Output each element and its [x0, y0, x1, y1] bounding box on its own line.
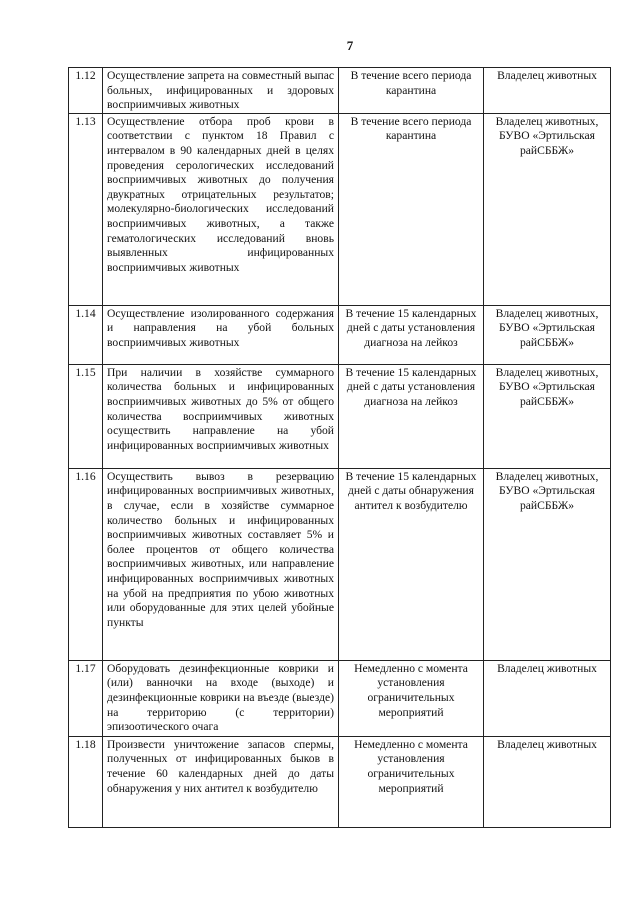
row-term: Немедленно с момента установления ограничительных мероприятий	[339, 736, 484, 827]
row-action: При наличии в хозяйстве суммарного количества больных и инфицированных восприимчивых животных до 5% от общего количества восприимчивых животных осуществить направление на убой инфицированных восприимчивых животных	[103, 364, 339, 468]
row-action: Произвести уничтожение запасов спермы, полученных от инфицированных быков в течение 60 календарных дней до даты обнаружения у них антител к возбудителю	[103, 736, 339, 827]
row-responsible: Владелец животных	[484, 736, 611, 827]
row-responsible: Владелец животных, БУВО «Эртильская райСББЖ»	[484, 468, 611, 660]
row-action: Осуществление запрета на совместный выпас больных, инфицированных и здоровых восприимчивых животных	[103, 68, 339, 114]
row-responsible: Владелец животных, БУВО «Эртильская райСББЖ»	[484, 305, 611, 364]
row-number: 1.16	[69, 468, 103, 660]
row-responsible: Владелец животных, БУВО «Эртильская райСББЖ»	[484, 113, 611, 305]
row-term: В течение 15 календарных дней с даты установления диагноза на лейкоз	[339, 364, 484, 468]
row-number: 1.13	[69, 113, 103, 305]
row-number: 1.14	[69, 305, 103, 364]
table-row	[69, 68, 611, 114]
table-row	[69, 736, 611, 827]
row-responsible: Владелец животных	[484, 68, 611, 114]
row-number: 1.17	[69, 660, 103, 736]
row-term: В течение 15 календарных дней с даты обнаружения антител к возбудителю	[339, 468, 484, 660]
row-action: Осуществление отбора проб крови в соответствии с пунктом 18 Правил с интервалом в 90 календарных дней в целях проведения серологических исследований восприимчивых животных до получения двукратных отрицательных результатов; молекулярно-биологических исследований восприимчивых животных, а также гематологических исследований вновь выявленных инфицированных восприимчивых животных	[103, 113, 339, 305]
row-responsible: Владелец животных, БУВО «Эртильская райСББЖ»	[484, 364, 611, 468]
row-term: В течение всего периода карантина	[339, 68, 484, 114]
measures-table	[68, 67, 611, 828]
table-row	[69, 364, 611, 468]
row-number: 1.12	[69, 68, 103, 114]
row-term: В течение всего периода карантина	[339, 113, 484, 305]
table-row	[69, 305, 611, 364]
page-number: 7	[346, 38, 354, 53]
row-action: Оборудовать дезинфекционные коврики и (или) ванночки на входе (выходе) и дезинфекционные коврики на въезде (выезде) на территорию (с территории) эпизоотического очага	[103, 660, 339, 736]
table-row	[69, 468, 611, 660]
row-number: 1.15	[69, 364, 103, 468]
row-action: Осуществление изолированного содержания и направления на убой больных восприимчивых животных	[103, 305, 339, 364]
table-row	[69, 660, 611, 736]
row-term: В течение 15 календарных дней с даты установления диагноза на лейкоз	[339, 305, 484, 364]
row-responsible: Владелец животных	[484, 660, 611, 736]
table-row	[69, 113, 611, 305]
row-action: Осуществить вывоз в резервацию инфицированных восприимчивых животных, в случае, если в хозяйстве суммарное количество больных и инфицированных восприимчивых животных составляет 5% и более процентов от общего количества восприимчивых животных, или направление инфицированных восприимчивых животных на убой на предприятия по убою животных или оборудованные для этих целей убойные пункты	[103, 468, 339, 660]
row-number: 1.18	[69, 736, 103, 827]
row-term: Немедленно с момента установления ограничительных мероприятий	[339, 660, 484, 736]
